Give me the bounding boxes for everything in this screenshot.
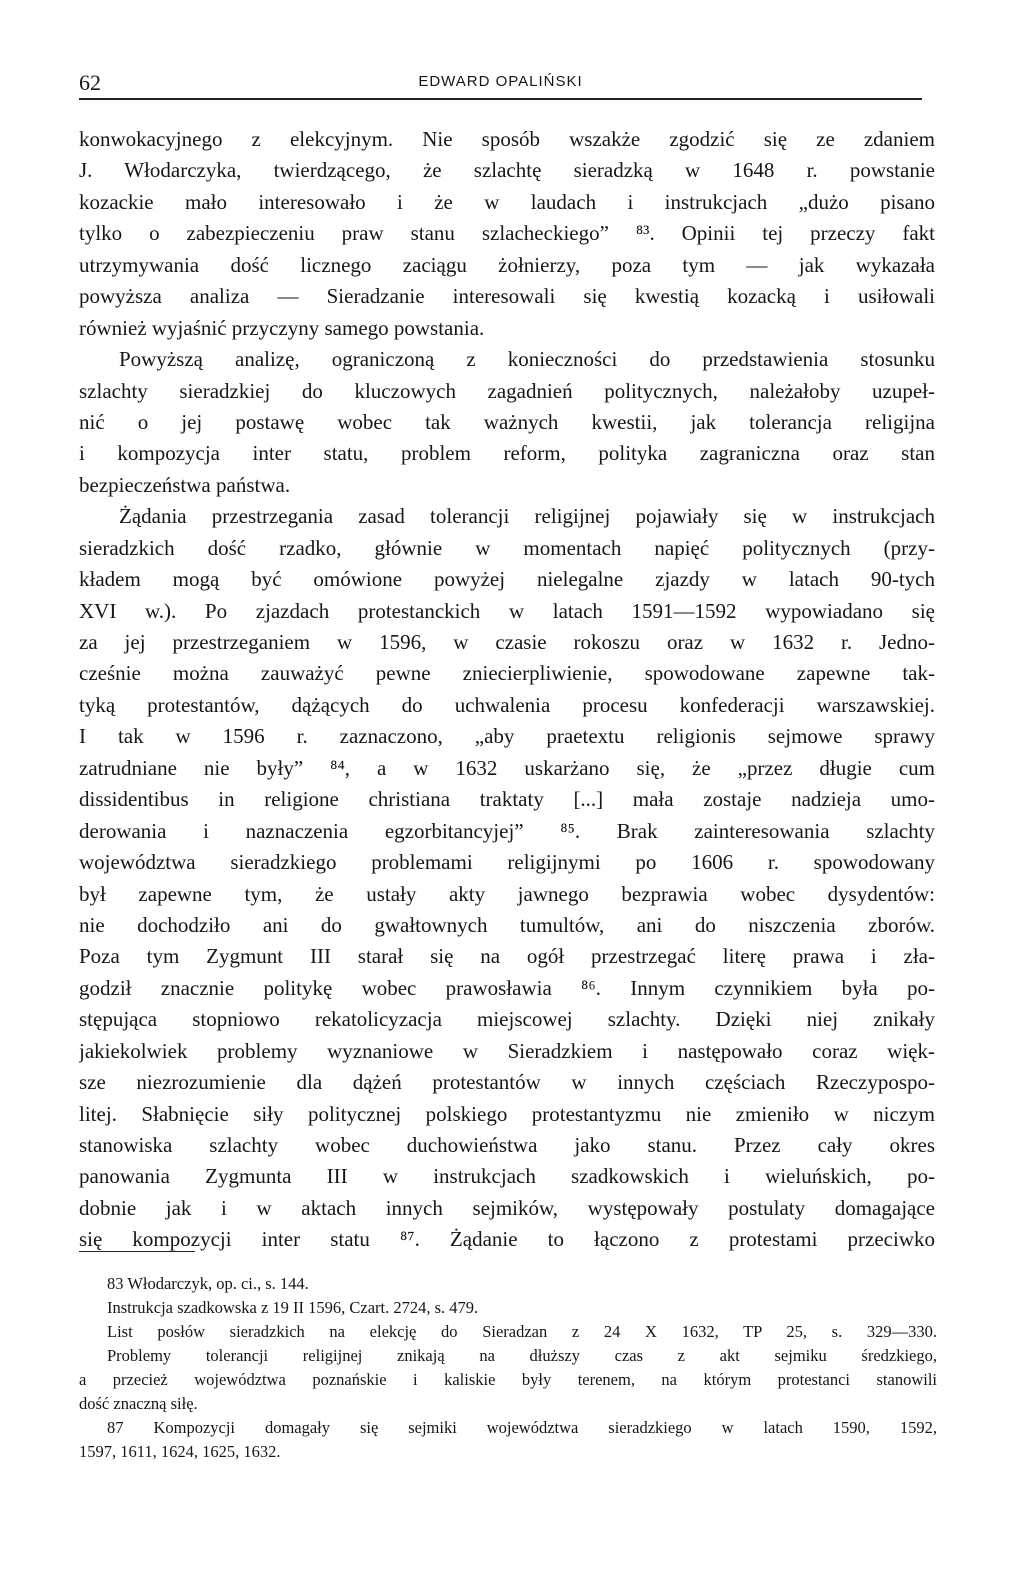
body-text	[79, 124, 935, 1256]
text-line: godził znacznie politykę wobec prawosławia ⁸⁶. Innym czynnikiem była po-	[79, 975, 935, 1000]
footnotes	[79, 1272, 937, 1464]
text-line: J. Włodarczyka, twierdzącego, że szlachtę sieradzką w 1648 r. powstanie	[79, 158, 935, 183]
text-line: za jej przestrzeganiem w 1596, w czasie rokoszu oraz w 1632 r. Jedno-	[79, 630, 935, 654]
text-line: powyższa analiza — Sieradzanie interesowali się kwestią kozacką i usiłowali	[79, 284, 935, 309]
footnote-line: Instrukcja szadkowska z 19 II 1596, Czart. 2724, s. 479.	[107, 1298, 479, 1317]
running-head: EDWARD OPALIŃSKI	[418, 73, 583, 90]
text-line: nić o jej postawę wobec tak ważnych kwestii, jak tolerancja religijna	[79, 409, 935, 434]
footnote-line: dość znaczną siłę.	[79, 1394, 198, 1413]
text-line: Poza tym Zygmunt III starał się na ogół przestrzegać literę prawa i zła-	[79, 944, 935, 969]
text-line: cześnie można zauważyć pewne zniecierpliwienie, spowodowane zapewne tak-	[79, 661, 935, 686]
text-line: dobnie jak i w aktach innych sejmików, występowały postulaty domagające	[79, 1195, 935, 1220]
text-line: bezpieczeństwa państwa.	[79, 472, 291, 497]
footnote-line: 87 Kompozycji domagały się sejmiki województwa sieradzkiego w latach 1590, 1592,	[107, 1418, 937, 1437]
text-line: jakiekolwiek problemy wyznaniowe w Sieradzkiem i następowało coraz więk-	[79, 1038, 935, 1063]
text-line: litej. Słabnięcie siły politycznej polskiego protestantyzmu nie zmieniło w niczym	[79, 1101, 935, 1126]
text-line: sieradzkich dość rzadko, głównie w momentach napięć politycznych (przy-	[79, 535, 935, 560]
text-line: zatrudniane nie były” ⁸⁴, a w 1632 uskarżano się, że „przez długie cum	[79, 755, 935, 780]
text-line: panowania Zygmunta III w instrukcjach szadkowskich i wieluńskich, po-	[79, 1164, 935, 1189]
footnote-line: Problemy tolerancji religijnej znikają na dłuższy czas z akt sejmiku średzkiego,	[107, 1346, 937, 1365]
text-line: tylko o zabezpieczeniu praw stanu szlacheckiego” ⁸³. Opinii tej przeczy fakt	[79, 221, 935, 246]
text-line: dissidentibus in religione christiana traktaty [...] mała zostaje nadzieja umo-	[79, 787, 935, 812]
footnote-rule	[79, 1251, 195, 1252]
text-line: tyką protestantów, dążących do uchwalenia procesu konfederacji warszawskiej.	[79, 692, 935, 717]
footnote-line: a przecież województwa poznańskie i kaliskie były terenem, na którym protestanci stanowili	[79, 1370, 937, 1389]
text-line: kładem mogą być omówione powyżej nielegalne zjazdy w latach 90-tych	[79, 567, 935, 592]
page-number: 62	[79, 70, 101, 95]
text-line: sze niezrozumienie dla dążeń protestantów w innych częściach Rzeczypospo-	[79, 1070, 935, 1095]
footnote-line: List posłów sieradzkich na elekcję do Sieradzan z 24 X 1632, TP 25, s. 329—330.	[107, 1322, 937, 1341]
text-line: derowania i naznaczenia egzorbitancyjej” ⁸⁵. Brak zainteresowania szlachty	[79, 818, 935, 843]
text-line: nie dochodziło ani do gwałtownych tumultów, ani do niszczenia zborów.	[79, 912, 935, 937]
text-line: Powyższą analizę, ograniczoną z konieczności do przedstawienia stosunku	[119, 347, 935, 372]
header-rule	[79, 98, 922, 100]
text-line: się kompozycji inter statu ⁸⁷. Żądanie to łączono z protestami przeciwko	[79, 1227, 935, 1252]
text-line: konwokacyjnego z elekcyjnym. Nie sposób wszakże zgodzić się ze zdaniem	[79, 127, 935, 151]
text-line: również wyjaśnić przyczyny samego powstania.	[79, 315, 485, 340]
footnote-line: 1597, 1611, 1624, 1625, 1632.	[79, 1442, 281, 1461]
footnote-line: 83 Włodarczyk, op. ci., s. 144.	[107, 1274, 309, 1293]
text-line: Żądania przestrzegania zasad tolerancji religijnej pojawiały się w instrukcjach	[119, 504, 935, 529]
text-line: stanowiska szlachty wobec duchowieństwa jako stanu. Przez cały okres	[79, 1133, 935, 1157]
text-line: i kompozycja inter statu, problem reform, polityka zagraniczna oraz stan	[79, 441, 935, 466]
text-line: stępująca stopniowo rekatolicyzacja miejscowej szlachty. Dzięki niej znikały	[79, 1007, 935, 1032]
text-line: województwa sieradzkiego problemami religijnymi po 1606 r. spowodowany	[79, 850, 935, 875]
text-line: I tak w 1596 r. zaznaczono, „aby praetextu religionis sejmowe sprawy	[79, 724, 935, 749]
text-line: kozackie mało interesowało i że w laudach i instrukcjach „dużo pisano	[79, 189, 935, 214]
text-line: XVI w.). Po zjazdach protestanckich w latach 1591—1592 wypowiadano się	[79, 598, 935, 623]
text-line: szlachty sieradzkiej do kluczowych zagadnień politycznych, należałoby uzupeł-	[79, 378, 935, 403]
text-line: był zapewne tym, że ustały akty jawnego bezprawia wobec dysydentów:	[79, 881, 935, 906]
text-line: utrzymywania dość licznego zaciągu żołnierzy, poza tym — jak wykazała	[79, 252, 935, 277]
page-header	[79, 64, 922, 98]
